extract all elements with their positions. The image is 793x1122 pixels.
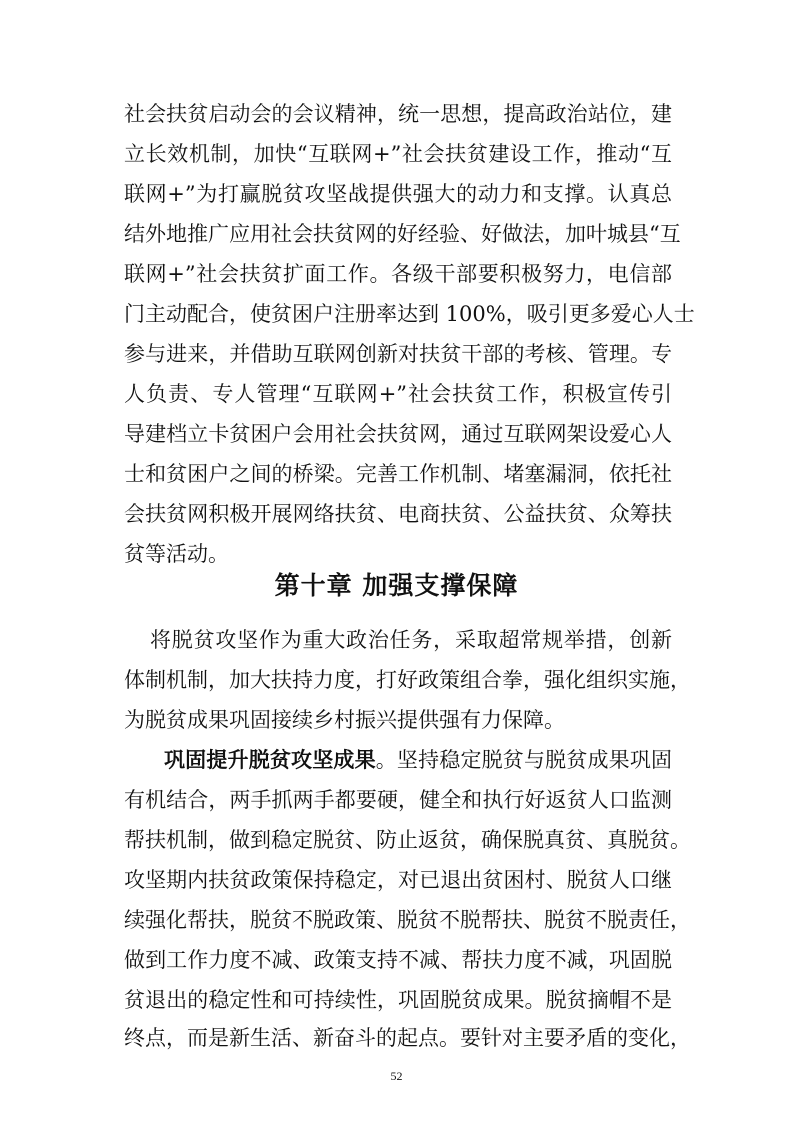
text-line: 续强化帮扶，脱贫不脱政策、脱贫不脱帮扶、脱贫不脱责任， [124, 908, 691, 932]
text-line: 终点，而是新生活、新奋斗的起点。要针对主要矛盾的变化， [124, 1026, 691, 1050]
text-line: 做到工作力度不减、政策支持不减、帮扶力度不减，巩固脱 [124, 948, 672, 972]
chapter-title: 第十章 加强支撑保障 [274, 571, 519, 600]
text-line: 士和贫困户之间的桥梁。完善工作机制、堵塞漏洞，依托社 [124, 462, 672, 486]
text-line: 社会扶贫启动会的会议精神，统一思想，提高政治站位，建 [124, 102, 672, 126]
page-number: 52 [390, 1069, 403, 1083]
lead-line-rest: 。坚持稳定脱贫与脱贫成果巩固 [375, 748, 673, 772]
text-line: 攻坚期内扶贫政策保持稳定，对已退出贫困村、脱贫人口继 [124, 868, 672, 892]
text-line: 参与进来，并借助互联网创新对扶贫干部的考核、管理。专 [124, 342, 672, 366]
text-line: 结外地推广应用社会扶贫网的好经验、好做法，加叶城县“互 [124, 222, 681, 246]
text-line: 有机结合，两手抓两手都要硬，健全和执行好返贫人口监测 [124, 788, 672, 812]
bold-lead-heading: 巩固提升脱贫攻坚成果 [164, 748, 376, 772]
text-line: 贫退出的稳定性和可持续性，巩固脱贫成果。脱贫摘帽不是 [124, 988, 672, 1012]
text-line: 体制机制，加大扶持力度，打好政策组合拳，强化组织实施， [124, 668, 691, 692]
text-line: 会扶贫网积极开展网络扶贫、电商扶贫、公益扶贫、众筹扶 [124, 502, 672, 526]
text-line: 帮扶机制，做到稳定脱贫、防止返贫，确保脱真贫、真脱贫。 [124, 828, 691, 852]
text-line: 导建档立卡贫困户会用社会扶贫网，通过互联网架设爱心人 [124, 422, 672, 446]
text-line-lead [164, 742, 672, 778]
text-line: 门主动配合，使贫困户注册率达到 100%，吸引更多爱心人士 [124, 302, 695, 326]
text-line: 为脱贫成果巩固接续乡村振兴提供强有力保障。 [124, 708, 565, 732]
text-line: 人负责、专人管理“互联网+”社会扶贫工作，积极宣传引 [124, 382, 672, 406]
text-line: 贫等活动。 [124, 542, 229, 566]
text-line: 将脱贫攻坚作为重大政治任务，采取超常规举措，创新 [150, 628, 672, 652]
text-line: 立长效机制，加快“互联网+”社会扶贫建设工作，推动“互 [124, 142, 672, 166]
text-line: 联网+”为打赢脱贫攻坚战提供强大的动力和支撑。认真总 [124, 182, 672, 206]
text-line: 联网+”社会扶贫扩面工作。各级干部要积极努力，电信部 [124, 262, 672, 286]
